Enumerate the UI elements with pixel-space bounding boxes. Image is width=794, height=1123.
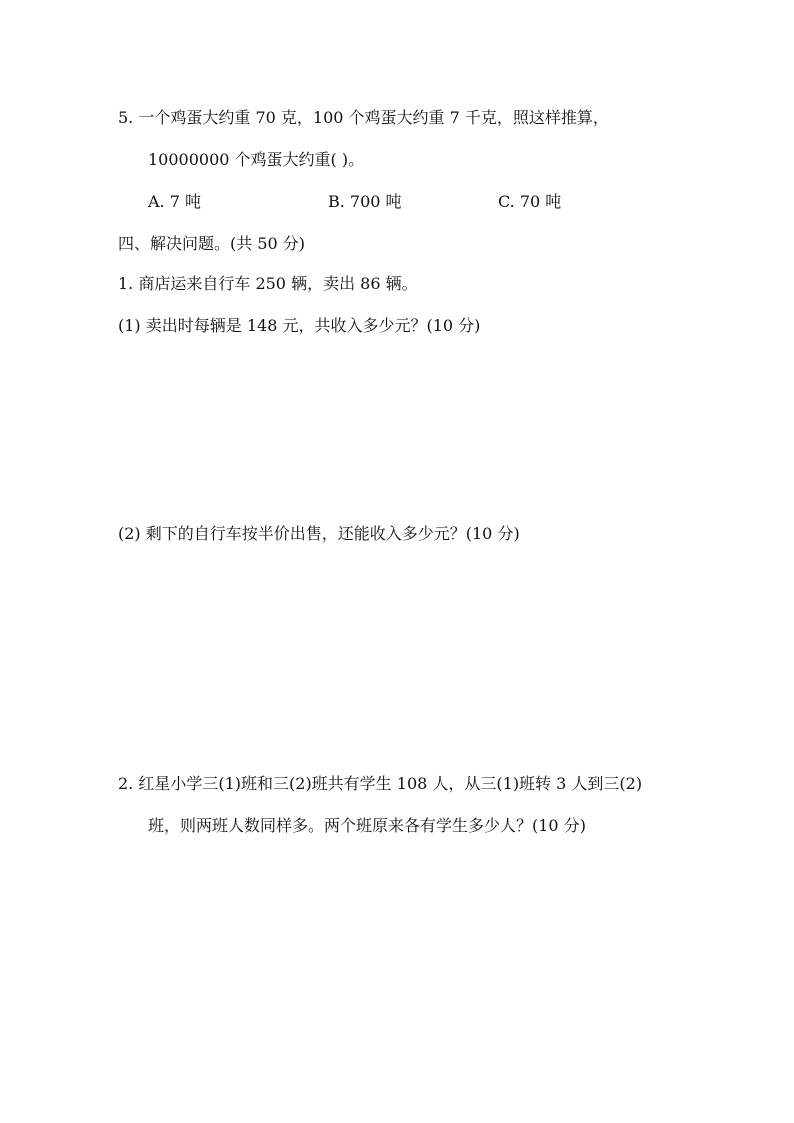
question-5-text-line-1: 5. 一个鸡蛋大约重 70 克，100 个鸡蛋大约重 7 千克，照这样推算， [118, 108, 609, 127]
section-4-title: 四、解决问题。(共 50 分) [118, 234, 306, 253]
problem-1-subquestion-1: (1) 卖出时每辆是 148 元，共收入多少元？(10 分) [118, 316, 481, 335]
problem-1-stem: 1. 商店运来自行车 250 辆，卖出 86 辆。 [118, 274, 418, 293]
problem-1-subquestion-2: (2) 剩下的自行车按半价出售，还能收入多少元？(10 分) [118, 524, 520, 543]
problem-2-text-line-2: 班，则两班人数同样多。两个班原来各有学生多少人？(10 分) [148, 816, 586, 835]
problem-2-text-line-1: 2. 红星小学三(1)班和三(2)班共有学生 108 人，从三(1)班转 3 人到三(2) [118, 774, 643, 793]
question-5-text-line-2: 10000000 个鸡蛋大约重( )。 [148, 150, 365, 169]
question-5-option-a: A. 7 吨 [148, 192, 201, 211]
question-5-option-b: B. 700 吨 [328, 192, 402, 211]
question-5-option-c: C. 70 吨 [498, 192, 562, 211]
